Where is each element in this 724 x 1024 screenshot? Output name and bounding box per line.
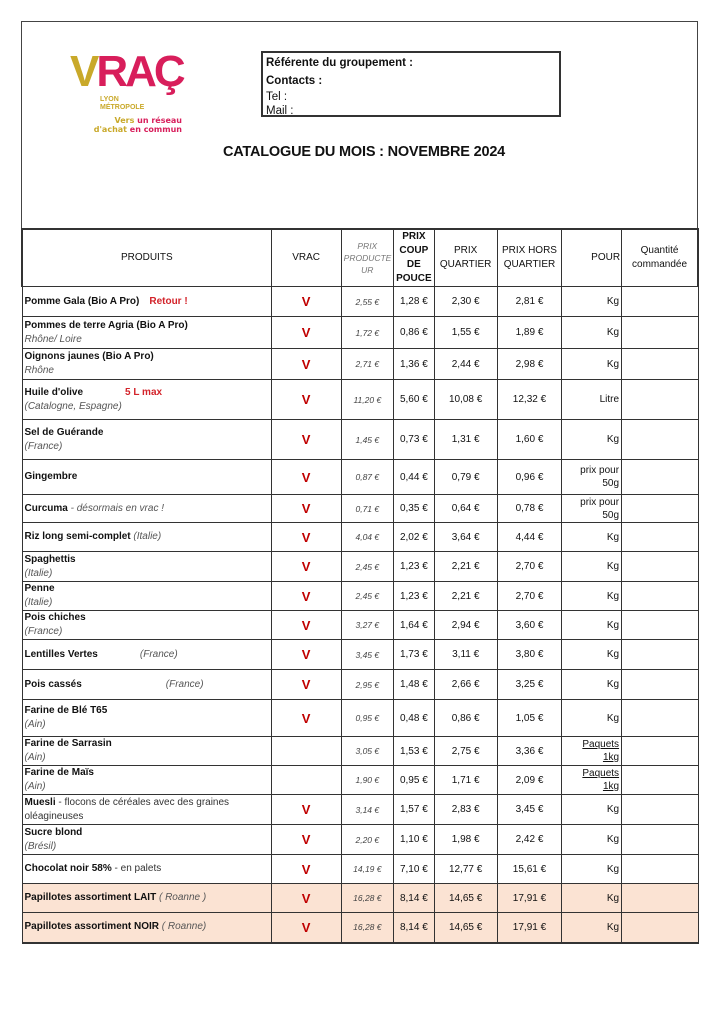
product-origin: (Brésil) bbox=[24, 840, 57, 852]
prix-quartier-cell: 10,08 € bbox=[434, 380, 497, 420]
prix-hors-quartier-cell: 12,32 € bbox=[497, 380, 562, 420]
prix-hors-quartier-cell: 3,80 € bbox=[497, 640, 562, 670]
product-name: Farine de Blé T65 bbox=[24, 705, 108, 716]
logo-letter-v: V bbox=[70, 47, 97, 96]
catalog-table bbox=[21, 228, 699, 944]
prix-quartier-cell: 3,11 € bbox=[434, 640, 497, 670]
product-origin: (France) bbox=[24, 626, 63, 637]
pour-unit-cell bbox=[562, 582, 622, 611]
pour-unit-cell bbox=[562, 380, 622, 420]
header-prix-coup-de-pouce: PRIX COUP DE POUCE bbox=[393, 229, 434, 287]
pour-unit: Litre bbox=[599, 394, 620, 405]
pour-unit-cell bbox=[562, 913, 622, 943]
prix-coup-de-pouce-cell: 1,10 € bbox=[393, 825, 434, 855]
header-pour: POUR bbox=[562, 229, 622, 287]
table-row bbox=[22, 317, 698, 349]
pour-unit-cell bbox=[562, 884, 622, 913]
product-name: Pois cassés bbox=[24, 678, 82, 690]
product-extra: (Italie) bbox=[130, 531, 162, 542]
product-cell bbox=[22, 380, 271, 420]
tel-label: Tel : bbox=[266, 91, 288, 103]
prix-producteur-cell: 16,28 € bbox=[341, 913, 393, 943]
quantity-input-cell[interactable] bbox=[622, 420, 698, 460]
quantity-input-cell[interactable] bbox=[622, 552, 698, 582]
table-row bbox=[22, 884, 698, 913]
prix-coup-de-pouce-cell: 1,73 € bbox=[393, 640, 434, 670]
product-cell bbox=[22, 420, 271, 460]
product-origin: (Italie) bbox=[24, 597, 53, 608]
prix-coup-de-pouce-cell: 0,86 € bbox=[393, 317, 434, 349]
prix-coup-de-pouce-cell: 8,14 € bbox=[393, 884, 434, 913]
product-cell bbox=[22, 670, 271, 700]
prix-hors-quartier-cell: 2,81 € bbox=[497, 287, 562, 317]
prix-quartier-cell: 12,77 € bbox=[434, 855, 497, 884]
pour-unit: Kg bbox=[606, 921, 620, 933]
pour-unit-cell bbox=[562, 317, 622, 349]
table-row bbox=[22, 855, 698, 884]
pour-unit-cell bbox=[562, 700, 622, 737]
prix-producteur-cell: 14,19 € bbox=[341, 855, 393, 884]
table-row bbox=[22, 380, 698, 420]
pour-unit: Paquets 1kg bbox=[582, 768, 620, 792]
table-row bbox=[22, 737, 698, 766]
vrac-mark: V bbox=[271, 317, 341, 349]
product-name: Pois chiches bbox=[24, 612, 86, 623]
quantity-input-cell[interactable] bbox=[622, 582, 698, 611]
product-origin: (Catalogne, Espagne) bbox=[24, 400, 122, 412]
table-row bbox=[22, 913, 698, 943]
pour-unit-cell bbox=[562, 611, 622, 640]
header-vrac: VRAC bbox=[271, 229, 341, 287]
pour-unit: Kg bbox=[606, 434, 620, 445]
prix-producteur-cell: 2,71 € bbox=[341, 349, 393, 380]
vrac-mark: V bbox=[271, 700, 341, 737]
pour-unit: Kg bbox=[606, 679, 620, 690]
prix-hors-quartier-cell: 1,05 € bbox=[497, 700, 562, 737]
pour-unit: Kg bbox=[606, 561, 620, 572]
prix-producteur-cell: 2,95 € bbox=[341, 670, 393, 700]
prix-quartier-cell: 1,98 € bbox=[434, 825, 497, 855]
prix-quartier-cell: 1,31 € bbox=[434, 420, 497, 460]
table-row bbox=[22, 670, 698, 700]
prix-producteur-cell: 3,14 € bbox=[341, 795, 393, 825]
prix-producteur-cell: 0,71 € bbox=[341, 495, 393, 523]
product-name: Gingembre bbox=[24, 471, 78, 482]
prix-producteur-cell: 3,05 € bbox=[341, 737, 393, 766]
vrac-mark: V bbox=[271, 670, 341, 700]
product-cell bbox=[22, 913, 271, 943]
table-row bbox=[22, 795, 698, 825]
prix-quartier-cell: 2,94 € bbox=[434, 611, 497, 640]
product-note: Retour ! bbox=[149, 295, 188, 307]
product-name: Curcuma bbox=[24, 502, 68, 514]
prix-producteur-cell: 2,20 € bbox=[341, 825, 393, 855]
pour-unit-cell bbox=[562, 795, 622, 825]
prix-quartier-cell: 2,44 € bbox=[434, 349, 497, 380]
pour-unit: Kg bbox=[606, 590, 620, 602]
prix-quartier-cell: 1,55 € bbox=[434, 317, 497, 349]
prix-quartier-cell: 2,66 € bbox=[434, 670, 497, 700]
prix-coup-de-pouce-cell: 1,64 € bbox=[393, 611, 434, 640]
table-row bbox=[22, 582, 698, 611]
prix-hors-quartier-cell: 2,70 € bbox=[497, 582, 562, 611]
product-name: Pomme Gala (Bio A Pro) bbox=[24, 295, 140, 307]
pour-unit-cell bbox=[562, 460, 622, 495]
prix-quartier-cell: 2,30 € bbox=[434, 287, 497, 317]
prix-hors-quartier-cell: 15,61 € bbox=[497, 855, 562, 884]
quantity-input-cell[interactable] bbox=[622, 640, 698, 670]
pour-unit-cell bbox=[562, 737, 622, 766]
prix-coup-de-pouce-cell: 1,23 € bbox=[393, 552, 434, 582]
prix-producteur-cell: 16,28 € bbox=[341, 884, 393, 913]
prix-quartier-cell: 2,21 € bbox=[434, 552, 497, 582]
logo-city-line1: LYON bbox=[100, 96, 119, 103]
product-origin: (Ain) bbox=[24, 719, 46, 730]
table-row bbox=[22, 523, 698, 552]
product-cell bbox=[22, 825, 271, 855]
prix-coup-de-pouce-cell: 1,28 € bbox=[393, 287, 434, 317]
vrac-mark: V bbox=[271, 380, 341, 420]
logo-tagline-a1: Vers bbox=[114, 116, 138, 125]
prix-producteur-cell: 11,20 € bbox=[341, 380, 393, 420]
vrac-mark: V bbox=[271, 420, 341, 460]
vrac-mark: V bbox=[271, 855, 341, 884]
table-row bbox=[22, 611, 698, 640]
contact-box bbox=[261, 51, 561, 117]
pour-unit: Kg bbox=[606, 712, 620, 724]
quantity-input-cell[interactable] bbox=[622, 287, 698, 317]
prix-hors-quartier-cell: 0,96 € bbox=[497, 460, 562, 495]
product-cell bbox=[22, 700, 271, 737]
pour-unit-cell bbox=[562, 349, 622, 380]
pour-unit-cell bbox=[562, 766, 622, 795]
quantity-input-cell[interactable] bbox=[622, 855, 698, 884]
vrac-mark: V bbox=[271, 495, 341, 523]
product-cell bbox=[22, 287, 271, 317]
product-name: Huile d'olive bbox=[24, 386, 84, 398]
prix-producteur-cell: 2,45 € bbox=[341, 582, 393, 611]
product-cell bbox=[22, 766, 271, 795]
vrac-mark: V bbox=[271, 552, 341, 582]
pour-unit: Kg bbox=[606, 649, 620, 660]
referent-label: Référente du groupement : bbox=[266, 57, 413, 69]
prix-hors-quartier-cell: 2,42 € bbox=[497, 825, 562, 855]
pour-unit: Kg bbox=[606, 327, 620, 338]
pour-unit-cell bbox=[562, 420, 622, 460]
quantity-input-cell[interactable] bbox=[622, 349, 698, 380]
pour-unit-cell bbox=[562, 640, 622, 670]
product-extra: (France) bbox=[139, 648, 178, 660]
prix-coup-de-pouce-cell: 1,23 € bbox=[393, 582, 434, 611]
product-name: Farine de Maïs bbox=[24, 767, 94, 778]
quantity-input-cell[interactable] bbox=[622, 913, 698, 943]
table-row bbox=[22, 552, 698, 582]
product-extra: - désormais en vrac ! bbox=[67, 502, 165, 514]
product-extra: ( Roanne) bbox=[158, 921, 207, 933]
prix-quartier-cell: 0,79 € bbox=[434, 460, 497, 495]
prix-coup-de-pouce-cell: 1,48 € bbox=[393, 670, 434, 700]
prix-quartier-cell: 0,64 € bbox=[434, 495, 497, 523]
product-cell bbox=[22, 349, 271, 380]
pour-unit-cell bbox=[562, 825, 622, 855]
product-name: Pommes de terre Agria (Bio A Pro) bbox=[24, 319, 188, 331]
logo-tagline-b2: en commun bbox=[129, 125, 182, 134]
product-name: Penne bbox=[24, 583, 55, 594]
contacts-label: Contacts : bbox=[266, 75, 323, 87]
prix-quartier-cell: 14,65 € bbox=[434, 884, 497, 913]
quantity-input-cell[interactable] bbox=[622, 523, 698, 552]
logo-city bbox=[100, 96, 144, 112]
header-prix-producteur: PRIX PRODUCTE UR bbox=[341, 229, 393, 287]
pour-unit-cell bbox=[562, 495, 622, 523]
prix-coup-de-pouce-cell: 0,35 € bbox=[393, 495, 434, 523]
product-extra: - en palets bbox=[111, 863, 162, 874]
header-prix-quartier: PRIX QUARTIER bbox=[434, 229, 497, 287]
pour-unit: Kg bbox=[606, 296, 620, 307]
product-name: Chocolat noir 58% bbox=[24, 863, 112, 874]
pour-unit-cell bbox=[562, 287, 622, 317]
quantity-input-cell[interactable] bbox=[622, 700, 698, 737]
prix-producteur-cell: 2,45 € bbox=[341, 552, 393, 582]
product-cell bbox=[22, 582, 271, 611]
product-extra: - flocons de céréales avec des graines oléagineuses bbox=[24, 796, 230, 822]
quantity-input-cell[interactable] bbox=[622, 460, 698, 495]
pour-unit: Kg bbox=[606, 531, 620, 543]
quantity-input-cell[interactable] bbox=[622, 884, 698, 913]
product-name: Oignons jaunes (Bio A Pro) bbox=[24, 351, 154, 362]
product-cell bbox=[22, 552, 271, 582]
prix-quartier-cell: 3,64 € bbox=[434, 523, 497, 552]
table-row bbox=[22, 640, 698, 670]
header-quantite: Quantité commandée bbox=[622, 229, 698, 287]
product-extra: ( Roanne ) bbox=[156, 892, 207, 903]
vrac-mark: V bbox=[271, 460, 341, 495]
prix-coup-de-pouce-cell: 0,73 € bbox=[393, 420, 434, 460]
prix-hors-quartier-cell: 1,89 € bbox=[497, 317, 562, 349]
table-row bbox=[22, 287, 698, 317]
pour-unit: Kg bbox=[606, 804, 620, 815]
quantity-input-cell[interactable] bbox=[622, 611, 698, 640]
product-name: Riz long semi-complet bbox=[24, 531, 131, 542]
prix-producteur-cell: 3,27 € bbox=[341, 611, 393, 640]
table-row bbox=[22, 700, 698, 737]
quantity-input-cell[interactable] bbox=[622, 670, 698, 700]
product-origin: (Italie) bbox=[24, 567, 53, 579]
logo-letter-c: Ç bbox=[153, 47, 183, 96]
product-cell bbox=[22, 523, 271, 552]
pour-unit: Kg bbox=[606, 619, 620, 631]
logo-tagline-b1: d'achat bbox=[93, 125, 130, 134]
header-produits: PRODUITS bbox=[22, 229, 271, 287]
pour-unit: Kg bbox=[606, 863, 620, 875]
product-cell bbox=[22, 795, 271, 825]
prix-coup-de-pouce-cell: 5,60 € bbox=[393, 380, 434, 420]
vrac-mark bbox=[271, 766, 341, 795]
logo-wordmark bbox=[70, 47, 183, 96]
prix-quartier-cell: 2,75 € bbox=[434, 737, 497, 766]
vrac-mark bbox=[271, 737, 341, 766]
quantity-input-cell[interactable] bbox=[622, 766, 698, 795]
pour-unit-cell bbox=[562, 552, 622, 582]
product-name: Papillotes assortiment LAIT bbox=[24, 892, 157, 903]
header-prix-hors-quartier: PRIX HORS QUARTIER bbox=[497, 229, 562, 287]
prix-coup-de-pouce-cell: 7,10 € bbox=[393, 855, 434, 884]
product-cell bbox=[22, 611, 271, 640]
prix-hors-quartier-cell: 3,25 € bbox=[497, 670, 562, 700]
pour-unit: Kg bbox=[606, 834, 620, 845]
prix-quartier-cell: 0,86 € bbox=[434, 700, 497, 737]
prix-coup-de-pouce-cell: 2,02 € bbox=[393, 523, 434, 552]
quantity-input-cell[interactable] bbox=[622, 795, 698, 825]
prix-producteur-cell: 3,45 € bbox=[341, 640, 393, 670]
vrac-mark: V bbox=[271, 884, 341, 913]
product-cell bbox=[22, 855, 271, 884]
prix-hors-quartier-cell: 2,09 € bbox=[497, 766, 562, 795]
prix-producteur-cell: 0,95 € bbox=[341, 700, 393, 737]
product-cell bbox=[22, 460, 271, 495]
table-row bbox=[22, 460, 698, 495]
vrac-mark: V bbox=[271, 825, 341, 855]
product-origin: (Ain) bbox=[24, 781, 46, 792]
vrac-mark: V bbox=[271, 611, 341, 640]
catalog-title-text: CATALOGUE DU MOIS : NOVEMBRE 2024 bbox=[222, 144, 506, 160]
product-name: Sucre blond bbox=[24, 826, 83, 838]
prix-producteur-cell: 1,45 € bbox=[341, 420, 393, 460]
prix-coup-de-pouce-cell: 1,36 € bbox=[393, 349, 434, 380]
prix-hors-quartier-cell: 17,91 € bbox=[497, 913, 562, 943]
pour-unit: Kg bbox=[606, 892, 620, 904]
prix-coup-de-pouce-cell: 0,48 € bbox=[393, 700, 434, 737]
prix-quartier-cell: 2,21 € bbox=[434, 582, 497, 611]
prix-coup-de-pouce-cell: 8,14 € bbox=[393, 913, 434, 943]
logo-tagline bbox=[94, 116, 182, 134]
product-cell bbox=[22, 317, 271, 349]
product-name: Spaghettis bbox=[24, 553, 76, 565]
pour-unit-cell bbox=[562, 523, 622, 552]
table-row bbox=[22, 825, 698, 855]
prix-coup-de-pouce-cell: 0,44 € bbox=[393, 460, 434, 495]
prix-hors-quartier-cell: 1,60 € bbox=[497, 420, 562, 460]
product-name: Muesli bbox=[24, 796, 56, 808]
pour-unit-cell bbox=[562, 670, 622, 700]
vrac-logo bbox=[66, 47, 183, 140]
quantity-input-cell[interactable] bbox=[622, 737, 698, 766]
prix-coup-de-pouce-cell: 1,57 € bbox=[393, 795, 434, 825]
prix-coup-de-pouce-cell: 0,95 € bbox=[393, 766, 434, 795]
prix-quartier-cell: 1,71 € bbox=[434, 766, 497, 795]
product-name: Papillotes assortiment NOIR bbox=[24, 921, 159, 933]
prix-producteur-cell: 0,87 € bbox=[341, 460, 393, 495]
logo-tagline-a2: un réseau bbox=[137, 116, 182, 125]
logo-city-line2: MÉTROPOLE bbox=[100, 104, 145, 111]
product-name: Sel de Guérande bbox=[24, 426, 104, 438]
prix-hors-quartier-cell: 3,60 € bbox=[497, 611, 562, 640]
product-origin: (Ain) bbox=[24, 752, 46, 763]
vrac-mark: V bbox=[271, 523, 341, 552]
pour-unit: prix pour 50g bbox=[580, 496, 620, 521]
prix-coup-de-pouce-cell: 1,53 € bbox=[393, 737, 434, 766]
product-name: Farine de Sarrasin bbox=[24, 738, 112, 749]
prix-hors-quartier-cell: 2,98 € bbox=[497, 349, 562, 380]
prix-hors-quartier-cell: 3,36 € bbox=[497, 737, 562, 766]
table-row bbox=[22, 420, 698, 460]
quantity-input-cell[interactable] bbox=[622, 825, 698, 855]
pour-unit: Kg bbox=[606, 358, 620, 370]
vrac-mark: V bbox=[271, 582, 341, 611]
product-origin: (France) bbox=[24, 440, 63, 452]
product-cell bbox=[22, 495, 271, 523]
pour-unit-cell bbox=[562, 855, 622, 884]
prix-producteur-cell: 4,04 € bbox=[341, 523, 393, 552]
pour-unit: Paquets 1kg bbox=[582, 739, 620, 763]
table-header-row bbox=[22, 229, 698, 287]
vrac-mark: V bbox=[271, 640, 341, 670]
product-cell bbox=[22, 640, 271, 670]
table-row bbox=[22, 766, 698, 795]
mail-label: Mail : bbox=[266, 105, 294, 117]
product-origin: Rhône/ Loire bbox=[24, 333, 82, 345]
table-row bbox=[22, 349, 698, 380]
product-extra: (France) bbox=[165, 678, 204, 690]
pour-unit: prix pour 50g bbox=[580, 465, 620, 489]
prix-quartier-cell: 14,65 € bbox=[434, 913, 497, 943]
product-cell bbox=[22, 884, 271, 913]
vrac-mark: V bbox=[271, 287, 341, 317]
prix-hors-quartier-cell: 2,70 € bbox=[497, 552, 562, 582]
prix-hors-quartier-cell: 0,78 € bbox=[497, 495, 562, 523]
prix-producteur-cell: 1,72 € bbox=[341, 317, 393, 349]
prix-hors-quartier-cell: 17,91 € bbox=[497, 884, 562, 913]
prix-hors-quartier-cell: 4,44 € bbox=[497, 523, 562, 552]
vrac-mark: V bbox=[271, 913, 341, 943]
product-cell bbox=[22, 737, 271, 766]
quantity-input-cell[interactable] bbox=[622, 495, 698, 523]
quantity-input-cell[interactable] bbox=[622, 317, 698, 349]
prix-producteur-cell: 1,90 € bbox=[341, 766, 393, 795]
product-origin: Rhône bbox=[24, 365, 54, 376]
vrac-mark: V bbox=[271, 795, 341, 825]
catalog-title bbox=[0, 144, 724, 160]
prix-hors-quartier-cell: 3,45 € bbox=[497, 795, 562, 825]
prix-quartier-cell: 2,83 € bbox=[434, 795, 497, 825]
quantity-input-cell[interactable] bbox=[622, 380, 698, 420]
product-note: 5 L max bbox=[125, 386, 163, 398]
prix-producteur-cell: 2,55 € bbox=[341, 287, 393, 317]
table-row bbox=[22, 495, 698, 523]
vrac-mark: V bbox=[271, 349, 341, 380]
logo-letters-ra: RA bbox=[96, 47, 154, 96]
product-name: Lentilles Vertes bbox=[24, 648, 98, 660]
